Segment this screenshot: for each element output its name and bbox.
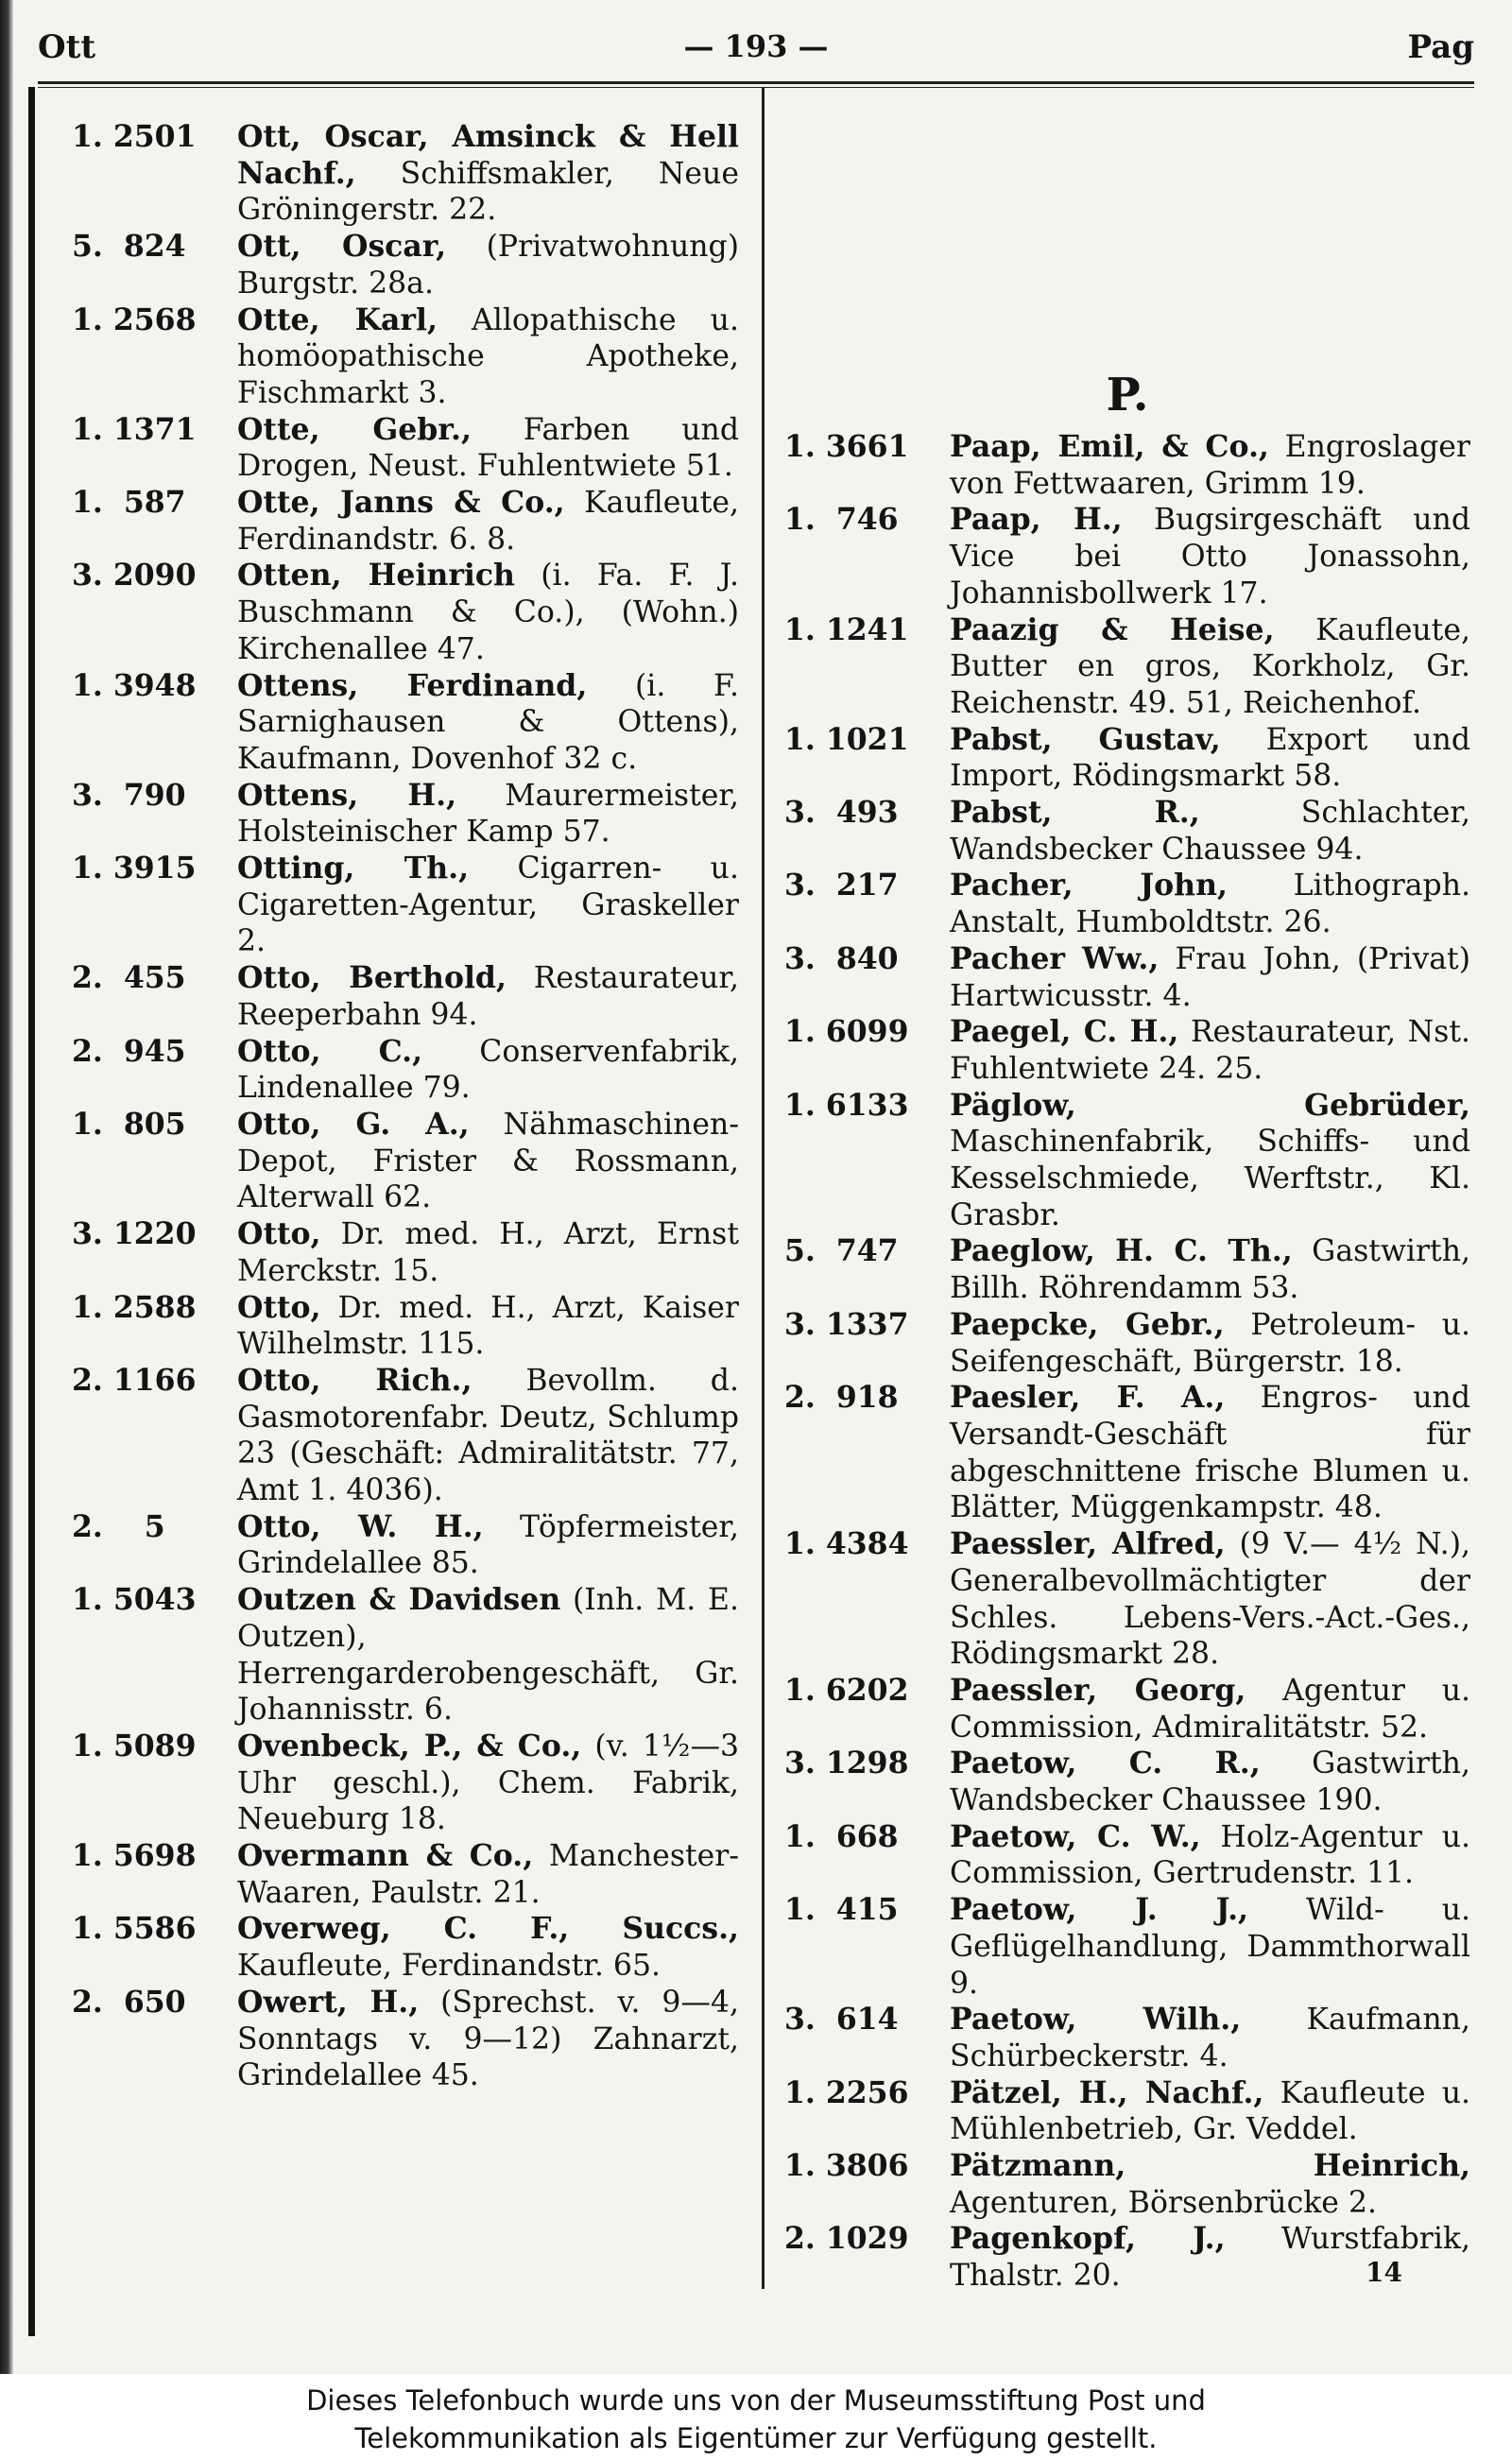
entry-text <box>950 429 1470 502</box>
entry-text <box>237 412 739 485</box>
folio-number: 14 <box>1366 2257 1402 2288</box>
entry-text <box>237 1509 739 1582</box>
subscriber-details: Kaufmann, Schürbeckerstr. 4. <box>950 2003 1470 2073</box>
subscriber-name: Otto, Berthold, <box>237 960 507 996</box>
directory-entry <box>784 1014 1470 1087</box>
directory-entry <box>72 1290 739 1363</box>
subscriber-name: Overmann & Co., <box>237 1838 534 1874</box>
subscriber-name: Pabst, Gustav, <box>950 721 1221 757</box>
subscriber-name: Paessler, Alfred, <box>950 1526 1226 1562</box>
page-number: — 193 — <box>683 28 829 64</box>
phone-number: 1. 2501 <box>72 119 197 154</box>
entry-text <box>237 851 739 960</box>
subscriber-name: Ovenbeck, P., & Co., <box>237 1728 582 1763</box>
subscriber-name: Paazig & Heise, <box>950 611 1275 647</box>
phone-number: 1. 2256 <box>784 2074 909 2110</box>
phone-number: 2. 5 <box>72 1508 165 1544</box>
subscriber-name: Otte, Karl, <box>237 301 438 337</box>
left-border-rule <box>28 87 35 2336</box>
phone-number: 1. 5089 <box>72 1728 197 1763</box>
directory-entry <box>784 1233 1470 1306</box>
subscriber-details: Agenturen, Börsenbrücke 2. <box>950 2185 1378 2220</box>
entry-text <box>237 778 739 851</box>
entry-text <box>237 668 739 778</box>
subscriber-name: Paap, H., <box>950 502 1123 538</box>
subscriber-name: Paessler, Georg, <box>950 1672 1246 1708</box>
phone-number: 1. 587 <box>72 485 186 521</box>
entry-text <box>950 502 1470 611</box>
directory-entry <box>72 1985 739 2094</box>
subscriber-details: (v. 1½—3 Uhr geschl.), Chem. Fabrik, Neueburg 18. <box>237 1729 740 1837</box>
header-rule <box>38 81 1474 88</box>
entry-text <box>950 2148 1470 2221</box>
phone-number: 1. 5043 <box>72 1582 197 1618</box>
subscriber-name: Otto, G. A., <box>237 1106 470 1142</box>
footer-line-2: Telekommunikation als Eigentümer zur Verfügung gestellt. <box>354 2422 1158 2454</box>
phone-number: 3. 493 <box>784 795 899 831</box>
subscriber-details: Wurstfabrik, Thalstr. 20. <box>950 2222 1471 2294</box>
column-divider <box>762 87 765 2289</box>
directory-entry <box>72 668 739 778</box>
subscriber-details: Petroleum- u. Seifengeschäft, Bürgerstr. 18. <box>950 1307 1470 1379</box>
entry-text <box>237 1363 739 1509</box>
phone-number: 2. 918 <box>784 1380 899 1416</box>
entry-text <box>237 302 739 412</box>
subscriber-name: Otto, <box>237 1216 321 1252</box>
subscriber-name: Paetow, Wilh., <box>950 2002 1242 2038</box>
directory-entry <box>72 302 739 412</box>
subscriber-details: (Privatwohnung) Burgstr. 28a. <box>237 230 739 301</box>
phone-number: 1. 3948 <box>72 667 197 703</box>
entry-text <box>237 1729 739 1838</box>
subscriber-details: Frau John, (Privat) Hartwicusstr. 4. <box>950 941 1470 1013</box>
phone-number: 2. 945 <box>72 1033 186 1069</box>
subscriber-name: Outzen & Davidsen <box>237 1582 561 1618</box>
directory-entry <box>784 429 1470 502</box>
subscriber-details: (9 V.— 4½ N.), Generalbevollmächtigter der Schles. Lebens-Vers.-Act.-Ges., Rödingsmarkt 28. <box>950 1527 1470 1672</box>
subscriber-name: Otto, Rich., <box>237 1362 472 1398</box>
subscriber-name: Paetow, C. W., <box>950 1818 1201 1854</box>
phone-number: 1. 668 <box>784 1818 899 1854</box>
subscriber-name: Pätzel, H., Nachf., <box>950 2074 1264 2110</box>
subscriber-details: Kaufleute, Butter en gros, Korkholz, Gr. Reichenstr. 49. 51, Reichenhof. <box>950 612 1470 720</box>
phone-number: 3. 2090 <box>72 558 197 593</box>
subscriber-details: Holz-Agentur u. Commission, Gertrudenstr. 11. <box>950 1819 1471 1891</box>
directory-entry <box>784 1380 1470 1526</box>
subscriber-name: Paap, Emil, & Co., <box>950 429 1269 464</box>
entry-text <box>237 1034 739 1107</box>
directory-entry <box>72 1838 739 1911</box>
phone-number: 1. 1021 <box>784 721 909 757</box>
phone-number: 1. 746 <box>784 502 899 538</box>
phone-number: 1. 3915 <box>72 851 197 886</box>
subscriber-details: Dr. med. H., Arzt, Kaiser Wilhelmstr. 115. <box>237 1290 739 1362</box>
entry-text <box>237 1107 739 1216</box>
subscriber-name: Paegel, C. H., <box>950 1014 1179 1050</box>
phone-number: 1. 805 <box>72 1106 186 1142</box>
directory-entry <box>72 1107 739 1216</box>
directory-entry <box>784 795 1470 868</box>
phone-number: 2. 1029 <box>784 2221 909 2257</box>
phone-number: 2. 455 <box>72 960 186 996</box>
entry-text <box>237 229 739 301</box>
subscriber-details: Kaufleute, Ferdinandstr. 6. 8. <box>237 486 740 557</box>
directory-entry <box>72 1216 739 1289</box>
footer-line-1: Dieses Telefonbuch wurde uns von der Museumsstiftung Post und <box>306 2384 1206 2417</box>
phone-number: 1. 2588 <box>72 1289 197 1325</box>
phone-number: 1. 2568 <box>72 301 197 337</box>
subscriber-name: Pacher, John, <box>950 868 1228 903</box>
directory-entry <box>784 502 1470 611</box>
header-right-catchword: Pag <box>1407 28 1474 66</box>
subscriber-name: Otte, Gebr., <box>237 411 472 447</box>
entry-text <box>950 612 1470 722</box>
subscriber-details: Schiffsmakler, Neue Gröningerstr. 22. <box>237 156 739 228</box>
subscriber-details: Export und Import, Rödingsmarkt 58. <box>950 722 1470 794</box>
directory-entry <box>784 722 1470 795</box>
right-column <box>784 119 1470 2295</box>
subscriber-name: Overweg, C. F., Succs., <box>237 1911 739 1947</box>
subscriber-details: Agentur u. Commission, Admiralitätstr. 52. <box>950 1673 1471 1745</box>
phone-number: 1. 6202 <box>784 1672 909 1708</box>
phone-number: 3. 790 <box>72 777 186 813</box>
subscriber-details: Kaufleute u. Mühlenbetrieb, Gr. Veddel. <box>950 2075 1470 2147</box>
subscriber-name: Otting, Th., <box>237 851 470 886</box>
subscriber-details: Restaurateur, Nst. Fuhlentwiete 24. 25. <box>950 1015 1470 1086</box>
entry-text <box>950 1673 1470 1746</box>
subscriber-name: Otto, C., <box>237 1033 423 1069</box>
subscriber-name: Päglow, Gebrüder, <box>950 1087 1470 1123</box>
phone-number: 1. 6133 <box>784 1087 909 1123</box>
phone-number: 3. 1298 <box>784 1746 909 1781</box>
directory-entry <box>784 1673 1470 1746</box>
right-column-entries <box>784 429 1470 2295</box>
directory-entry <box>72 960 739 1033</box>
phone-number: 5. 747 <box>784 1233 899 1269</box>
subscriber-name: Ott, Oscar, Amsinck & Hell Nachf., <box>237 119 739 191</box>
entry-text <box>950 1307 1470 1380</box>
subscriber-details: Restaurateur, Reeperbahn 94. <box>237 961 739 1032</box>
entry-text <box>950 868 1470 940</box>
phone-number: 3. 1220 <box>72 1216 197 1252</box>
directory-entry <box>72 778 739 851</box>
directory-entry <box>72 1911 739 1984</box>
subscriber-details: Schlachter, Wandsbecker Chaussee 94. <box>950 796 1471 867</box>
subscriber-details: Cigarren- u. Cigaretten-Agentur, Graskeller 2. <box>237 852 739 959</box>
entry-text <box>950 1819 1470 1892</box>
subscriber-name: Paesler, F. A., <box>950 1380 1226 1416</box>
subscriber-details: Allopathische u. homöopathische Apotheke, Fischmarkt 3. <box>237 302 739 410</box>
entry-text <box>950 1892 1470 2002</box>
section-letter: P. <box>1106 369 1149 421</box>
directory-entry <box>784 612 1470 722</box>
subscriber-name: Otto, W. H., <box>237 1508 484 1544</box>
left-column <box>72 119 739 2094</box>
directory-entry <box>784 2002 1470 2074</box>
entry-text <box>237 960 739 1033</box>
phone-number: 2. 650 <box>72 1984 186 2020</box>
entry-text <box>950 2002 1470 2074</box>
directory-entry <box>72 1363 739 1509</box>
subscriber-details: Maschinenfabrik, Schiffs- und Kesselschmiede, Werftstr., Kl. Grasbr. <box>950 1125 1470 1232</box>
directory-entry <box>784 1307 1470 1380</box>
entry-text <box>950 1526 1470 1673</box>
subscriber-name: Paetow, J. J., <box>950 1892 1248 1928</box>
subscriber-details: Engros- und Versandt-Geschäft für abgeschnittene frische Blumen u. Blätter, Müggenkampstr. 48. <box>950 1381 1470 1525</box>
directory-entry <box>784 1526 1470 1673</box>
subscriber-name: Pätzmann, Heinrich, <box>950 2148 1470 2184</box>
entry-text <box>237 1290 739 1363</box>
subscriber-name: Paetow, C. R., <box>950 1746 1261 1781</box>
subscriber-details: Wild- u. Geflügelhandlung, Dammthorwall 9. <box>950 1893 1470 2001</box>
subscriber-details: Kaufleute, Ferdinandstr. 65. <box>237 1949 661 1984</box>
phone-number: 1. 6099 <box>784 1014 909 1050</box>
directory-entry <box>72 229 739 301</box>
subscriber-name: Owert, H., <box>237 1984 420 2020</box>
entry-text <box>237 1582 739 1729</box>
phone-number: 1. 3661 <box>784 429 909 464</box>
entry-text <box>237 1985 739 2094</box>
subscriber-details: (Sprechst. v. 9—4, Sonntags v. 9—12) Zahnarzt, Grindelallee 45. <box>237 1985 739 2093</box>
subscriber-name: Otten, Heinrich <box>237 558 515 593</box>
entry-text <box>950 2075 1470 2148</box>
phone-number: 1. 415 <box>784 1892 899 1928</box>
phone-number: 1. 1371 <box>72 411 197 447</box>
phone-number: 1. 4384 <box>784 1526 909 1562</box>
entry-text <box>950 1088 1470 1234</box>
directory-entry <box>784 2148 1470 2221</box>
entry-text <box>950 1746 1470 1818</box>
subscriber-details: Farben und Drogen, Neust. Fuhlentwiete 51. <box>237 412 739 484</box>
entry-text <box>237 119 739 229</box>
directory-entry <box>72 558 739 667</box>
directory-entry <box>784 1746 1470 1818</box>
subscriber-details: Dr. med. H., Arzt, Ernst Merckstr. 15. <box>237 1217 739 1288</box>
entry-text <box>950 941 1470 1014</box>
subscriber-details: Töpfermeister, Grindelallee 85. <box>237 1509 739 1581</box>
directory-entry <box>72 1582 739 1729</box>
phone-number: 1. 5698 <box>72 1838 197 1874</box>
header-left-catchword: Ott <box>38 28 96 66</box>
subscriber-details: Nähmaschinen-Depot, Frister & Rossmann, Alterwall 62. <box>237 1107 739 1215</box>
subscriber-name: Ott, Oscar, <box>237 229 447 265</box>
directory-entry <box>72 485 739 558</box>
subscriber-details: Gastwirth, Wandsbecker Chaussee 190. <box>950 1746 1470 1818</box>
phone-number: 3. 840 <box>784 940 899 976</box>
subscriber-details: Bugsirgeschäft und Vice bei Otto Jonassohn, Johannisbollwerk 17. <box>950 503 1470 611</box>
subscriber-details: Lithograph. Anstalt, Humboldtstr. 26. <box>950 869 1470 940</box>
subscriber-details: Maurermeister, Holsteinischer Kamp 57. <box>237 778 739 850</box>
subscriber-details: Conservenfabrik, Lindenallee 79. <box>237 1034 740 1106</box>
phone-number: 3. 614 <box>784 2002 899 2038</box>
phone-number: 3. 217 <box>784 868 899 903</box>
directory-entry <box>72 851 739 960</box>
directory-entry <box>784 868 1470 940</box>
directory-entry <box>72 119 739 229</box>
entry-text <box>950 795 1470 868</box>
entry-text <box>950 1380 1470 1526</box>
directory-entry <box>784 1819 1470 1892</box>
directory-entry <box>784 1088 1470 1234</box>
entry-text <box>950 1014 1470 1087</box>
entry-text <box>950 722 1470 795</box>
subscriber-name: Ottens, H., <box>237 777 457 813</box>
directory-entry <box>784 2075 1470 2148</box>
subscriber-name: Paeglow, H. C. Th., <box>950 1233 1293 1269</box>
directory-entry <box>784 1892 1470 2002</box>
subscriber-details: (i. Fa. F. J. Buschmann & Co.), (Wohn.) Kirchenallee 47. <box>237 559 739 666</box>
phone-number: 1. 5586 <box>72 1911 197 1947</box>
subscriber-details: Gastwirth, Billh. Röhrendamm 53. <box>950 1234 1470 1306</box>
page-spine-shadow <box>0 0 13 2374</box>
subscriber-details: (i. F. Sarnighausen & Ottens), Kaufmann, Dovenhof 32 c. <box>237 668 739 776</box>
phone-number: 5. 824 <box>72 229 186 265</box>
phone-number: 1. 1241 <box>784 611 909 647</box>
entry-text <box>950 1233 1470 1306</box>
directory-entry <box>72 412 739 485</box>
phone-number: 2. 1166 <box>72 1362 197 1398</box>
phone-number: 1. 3806 <box>784 2148 909 2184</box>
subscriber-details: Manchester-Waaren, Paulstr. 21. <box>237 1839 739 1910</box>
subscriber-name: Paepcke, Gebr., <box>950 1306 1225 1342</box>
footer-note <box>0 2382 1512 2457</box>
directory-entry <box>72 1729 739 1838</box>
entry-text <box>237 1216 739 1289</box>
subscriber-details: (Inh. M. E. Outzen), Herrengarderobengeschäft, Gr. Johannisstr. 6. <box>237 1583 740 1728</box>
directory-entry <box>72 1034 739 1107</box>
subscriber-name: Otte, Janns & Co., <box>237 485 565 521</box>
subscriber-details: Bevollm. d. Gasmotorenfabr. Deutz, Schlump 23 (Geschäft: Admiralitätstr. 77, Amt 1. 4036). <box>237 1363 739 1508</box>
entry-text <box>237 485 739 558</box>
subscriber-details: Engroslager von Fettwaaren, Grimm 19. <box>950 430 1470 501</box>
directory-entry <box>72 1509 739 1582</box>
subscriber-name: Ottens, Ferdinand, <box>237 667 588 703</box>
subscriber-name: Otto, <box>237 1289 321 1325</box>
entry-text <box>237 1838 739 1911</box>
entry-text <box>237 558 739 667</box>
subscriber-name: Pabst, R., <box>950 795 1200 831</box>
phone-number: 3. 1337 <box>784 1306 909 1342</box>
subscriber-name: Pacher Ww., <box>950 940 1160 976</box>
subscriber-name: Pagenkopf, J., <box>950 2221 1226 2257</box>
entry-text <box>237 1911 739 1984</box>
directory-entry <box>784 941 1470 1014</box>
